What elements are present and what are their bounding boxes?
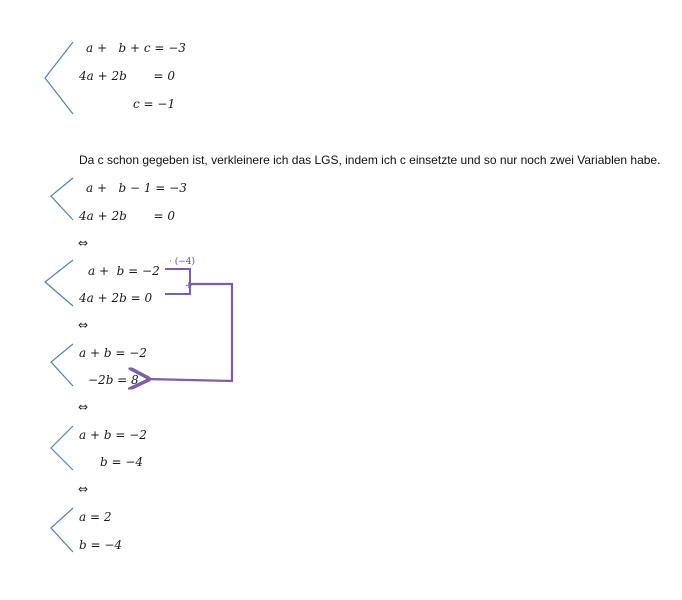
system5-line1: a + b = −2 [79, 428, 147, 442]
system4-line1: a + b = −2 [79, 346, 147, 360]
explanation-text: Da c schon gegeben ist, verkleinere ich das LGS, indem ich c einsetzte und so nur noch zwei Variablen habe. [79, 153, 661, 167]
system1-line1: a + b + c = −3 [86, 41, 186, 55]
system1-line2: 4a + 2b = 0 [79, 69, 175, 83]
equivalence-arrow-icon: ⇔ [78, 482, 89, 496]
system4-line2: −2b = 8 [88, 373, 139, 387]
system1-line3: c = −1 [133, 97, 176, 111]
system3-line1: a + b = −2 [88, 264, 160, 278]
system6-line1: a = 2 [79, 510, 112, 524]
multiplier-annotation: · (−4) [169, 257, 196, 267]
system3-line2: 4a + 2b = 0 [79, 291, 153, 305]
system6-line2: b = −4 [79, 538, 123, 552]
equivalence-arrow-icon: ⇔ [78, 318, 89, 332]
system2-line1: a + b − 1 = −3 [86, 181, 187, 195]
system2-line2: 4a + 2b = 0 [79, 209, 175, 223]
equivalence-arrow-icon: ⇔ [78, 236, 89, 250]
equivalence-arrow-icon: ⇔ [78, 400, 89, 414]
plus-annotation: + [185, 281, 193, 291]
system5-line2: b = −4 [100, 455, 144, 469]
